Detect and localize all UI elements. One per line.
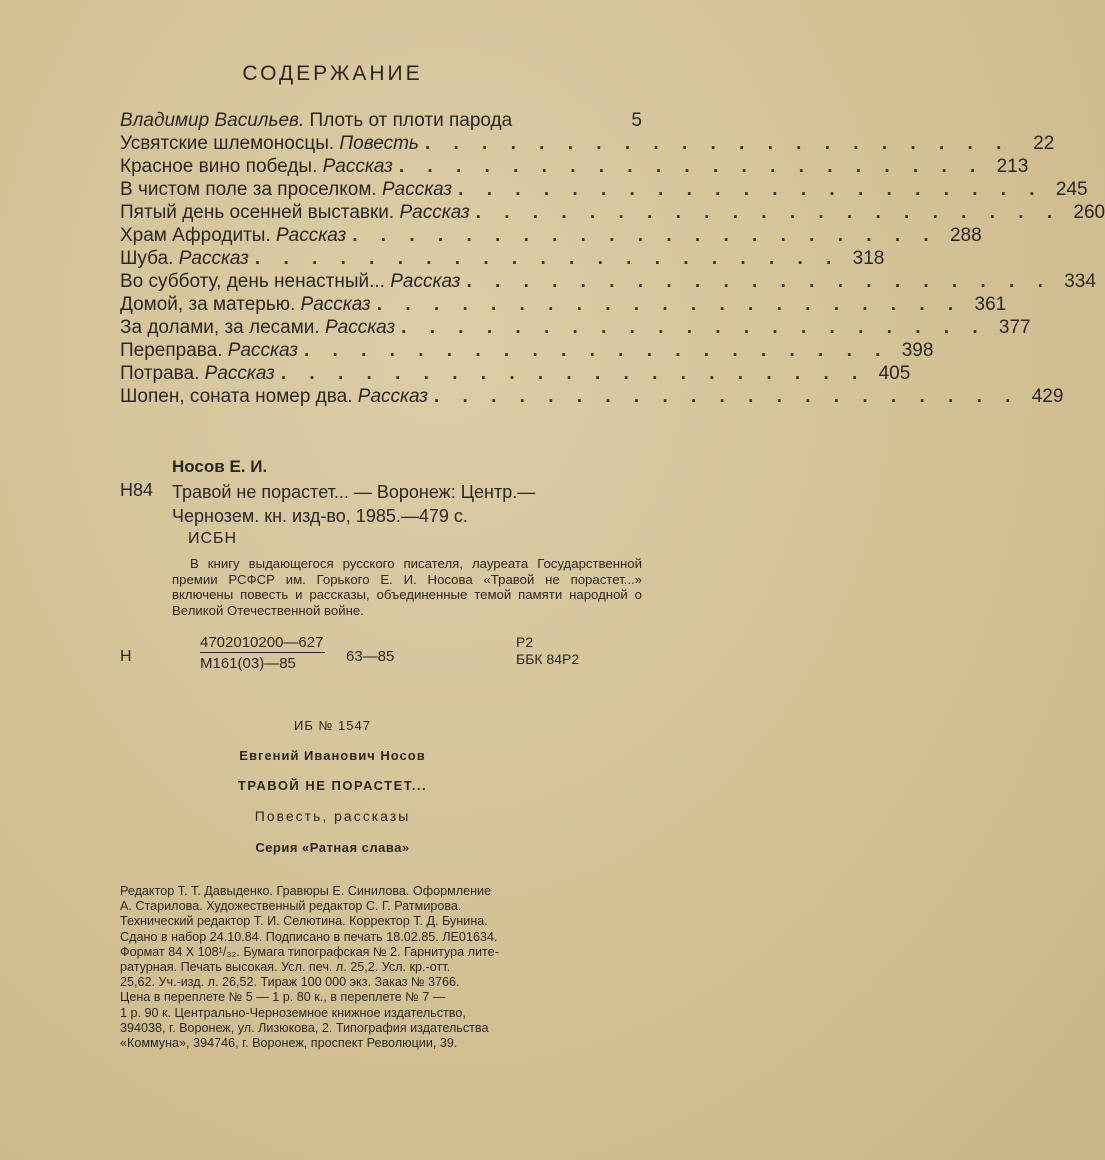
- toc-entry-name: За долами, за лесами.: [120, 317, 320, 338]
- toc-entry-author: Владимир Васильев.: [120, 110, 310, 131]
- toc-entry: [120, 363, 911, 386]
- toc-entry: [120, 248, 885, 271]
- catalog-annotation: В книгу выдающегося русского писателя, лауреата Государственной премии РСФСР им. Горького Е. И. Носова «Травой не порастет...» включены повесть и рассказы, объединенные темой памяти народной о Великой Отечественной войне.: [172, 556, 642, 618]
- toc-leader-dots: . . . . . . . . . . . . . . . . . . . . .: [304, 340, 890, 361]
- imprint-series: Серия «Ратная слава»: [255, 840, 410, 855]
- toc-entry-title: [120, 271, 460, 293]
- colophon-line: ратурная. Печать высокая. Усл. печ. л. 25,2. Усл. кр.-отт.: [120, 960, 451, 975]
- toc-entry-genre: Рассказ: [173, 248, 249, 269]
- toc-entry-page: 245: [1055, 179, 1088, 200]
- toc-entry: [120, 317, 1031, 340]
- toc-entry-title: [120, 202, 470, 224]
- toc-entry: [120, 133, 1055, 156]
- fraction-extra: 63—85: [346, 648, 395, 665]
- toc-entry-genre: Рассказ: [376, 179, 453, 200]
- bbk-line-1: Р2: [516, 634, 534, 650]
- toc-entry-title: [120, 317, 395, 339]
- toc-entry-genre: Рассказ: [319, 317, 396, 338]
- table-of-contents: [120, 110, 1105, 409]
- catalog-bbk: [516, 634, 579, 668]
- toc-entry-genre: Рассказ: [222, 340, 298, 361]
- toc-entry: [120, 110, 642, 133]
- toc-entry: [120, 156, 1029, 179]
- toc-entry-genre: Рассказ: [270, 225, 347, 246]
- catalog-author: Носов Е. И.: [172, 457, 268, 476]
- toc-entry: [120, 179, 1088, 202]
- toc-entry-page: 405: [878, 363, 911, 384]
- toc-entry-genre: Рассказ: [317, 156, 393, 177]
- toc-entry-name: Плоть от плоти парода: [309, 110, 513, 131]
- toc-entry-genre: Рассказ: [352, 386, 428, 407]
- toc-leader-dots: . . . . . . . . . . . . . . . . . . . . .: [458, 179, 1044, 200]
- toc-leader-dots: . . . . . . . . . . . . . . . . . . . . .: [424, 133, 1011, 154]
- biblio-line-1: Травой не порастет... — Воронеж: Центр.—: [172, 482, 536, 502]
- bbk-line-2: ББК 84Р2: [516, 651, 580, 667]
- toc-entry-title: [120, 179, 452, 201]
- toc-entry-name: Переправа.: [120, 340, 223, 361]
- colophon-line: Сдано в набор 24.10.84. Подписано в печать 18.02.85. ЛЕ01634.: [120, 929, 498, 944]
- toc-leader-dots: . . . . . . . . . . . . . . . . . . . . .: [254, 248, 841, 269]
- toc-entry-title: [120, 248, 249, 270]
- imprint-author-fullname: Евгений Иванович Носов: [239, 748, 426, 763]
- toc-entry-name: Шуба.: [120, 248, 174, 269]
- colophon-line: Цена в переплете № 5 — 1 р. 80 к., в переплете № 7 —: [120, 990, 446, 1005]
- toc-entry-name: Домой, за матерью.: [120, 294, 296, 315]
- toc-entry: [120, 202, 1105, 225]
- toc-leader-dots: . . . . . . . . . . . . . . . . . . . . .: [352, 225, 938, 246]
- colophon-line: «Коммуна», 394746, г. Воронеж, проспект Революции, 39.: [120, 1036, 458, 1051]
- toc-leader-dots: . . . . . . . . . . . . . . . . . . . . .: [475, 202, 1062, 223]
- toc-entry: [120, 225, 982, 248]
- toc-entry-name: Храм Афродиты.: [120, 225, 271, 246]
- catalog-biblio: [172, 480, 652, 528]
- toc-leader-dots: . . . . . . . . . . . . . . . . . . . . .: [398, 156, 985, 177]
- catalog-code: Н84: [120, 480, 154, 500]
- colophon: [120, 884, 648, 1051]
- toc-leader-dots: . . . . . . . . . . . . . . . . . . . . .: [280, 363, 867, 384]
- imprint-genre: Повесть, рассказы: [254, 808, 411, 824]
- toc-entry-page: 429: [1031, 386, 1064, 407]
- toc-entry: [120, 386, 1064, 409]
- imprint-ib: ИБ № 1547: [294, 718, 371, 733]
- toc-entry-page: 260: [1073, 202, 1105, 223]
- toc-entry-name: Усвятские шлемоносцы.: [120, 133, 335, 154]
- imprint-book-title: ТРАВОЙ НЕ ПОРАСТЕТ...: [237, 778, 428, 793]
- toc-entry-name: Потрава.: [120, 363, 200, 384]
- toc-entry-title: [120, 133, 419, 155]
- toc-entry-name: Красное вино победы.: [120, 156, 318, 177]
- catalog-letter: Н: [120, 648, 132, 665]
- toc-leader-dots: . . . . . . . . . . . . . . . . . . . . .: [376, 294, 963, 315]
- toc-entry-genre: Рассказ: [384, 271, 461, 292]
- toc-entry-title: [120, 225, 346, 247]
- toc-entry-name: В чистом поле за проселком.: [120, 179, 377, 200]
- contents-heading: СОДЕРЖАНИЕ: [242, 62, 423, 85]
- toc-entry-page: 377: [998, 317, 1031, 338]
- toc-entry-title: [120, 386, 428, 408]
- colophon-line: Редактор Т. Т. Давыденко. Гравюры Е. Синилова. Оформление: [120, 884, 492, 898]
- toc-entry-title: [120, 110, 512, 132]
- toc-entry-title: [120, 294, 371, 316]
- colophon-line: 1 р. 90 к. Центрально-Черноземное книжное издательство,: [120, 1005, 466, 1020]
- toc-leader-dots: . . . . . . . . . . . . . . . . . . . . .: [466, 271, 1052, 292]
- toc-entry-page: 213: [996, 156, 1029, 177]
- toc-entry-name: Во субботу, день ненастный...: [120, 271, 385, 292]
- toc-entry-page: 398: [901, 340, 934, 361]
- toc-entry: [120, 294, 1007, 317]
- toc-leader-dots: . . . . . . . . . . . . . . . . . . . . .: [433, 386, 1020, 407]
- toc-entry-title: [120, 156, 393, 178]
- catalog-fraction: [200, 634, 325, 672]
- toc-entry: [120, 271, 1096, 294]
- toc-leader-dots: . . . . . . . . . . . . . . . . . . . . .: [401, 317, 987, 338]
- fraction-numerator: 4702010200—627: [200, 634, 324, 651]
- toc-entry-page: 5: [631, 110, 642, 131]
- colophon-line: Технический редактор Т. И. Селютина. Корректор Т. Д. Бунина.: [120, 914, 488, 929]
- toc-entry-genre: Рассказ: [295, 294, 371, 315]
- biblio-line-2: Чернозем. кн. изд-во, 1985.—479 с.: [172, 506, 468, 526]
- colophon-line: А. Старилова. Художественный редактор С. Г. Ратмирова.: [120, 899, 462, 914]
- toc-entry-page: 334: [1064, 271, 1096, 292]
- colophon-line: 394038, г. Воронеж, ул. Лизюкова, 2. Типография издательства: [120, 1020, 489, 1035]
- toc-entry-title: [120, 340, 298, 362]
- toc-entry-genre: Рассказ: [199, 363, 275, 384]
- colophon-line: 25,62. Уч.-изд. л. 26,52. Тираж 100 000 экз. Заказ № 3766.: [120, 975, 460, 990]
- toc-entry-name: Шопен, соната номер два.: [120, 386, 353, 407]
- toc-entry-page: 361: [974, 294, 1007, 315]
- toc-entry-page: 318: [852, 248, 885, 269]
- colophon-line: Формат 84 Х 108¹/₃₂. Бумага типографская № 2. Гарнитура лите-: [120, 944, 499, 959]
- toc-entry-genre: Рассказ: [394, 202, 470, 223]
- catalog-isbn: ИСБН: [188, 530, 238, 547]
- fraction-denominator: М161(03)—85: [200, 655, 296, 672]
- toc-entry-page: 22: [1033, 133, 1055, 154]
- toc-entry-genre: Повесть: [334, 133, 419, 154]
- toc-entry-title: [120, 363, 275, 385]
- toc-entry: [120, 340, 934, 363]
- toc-entry-name: Пятый день осенней выставки.: [120, 202, 395, 223]
- toc-entry-page: 288: [949, 225, 982, 246]
